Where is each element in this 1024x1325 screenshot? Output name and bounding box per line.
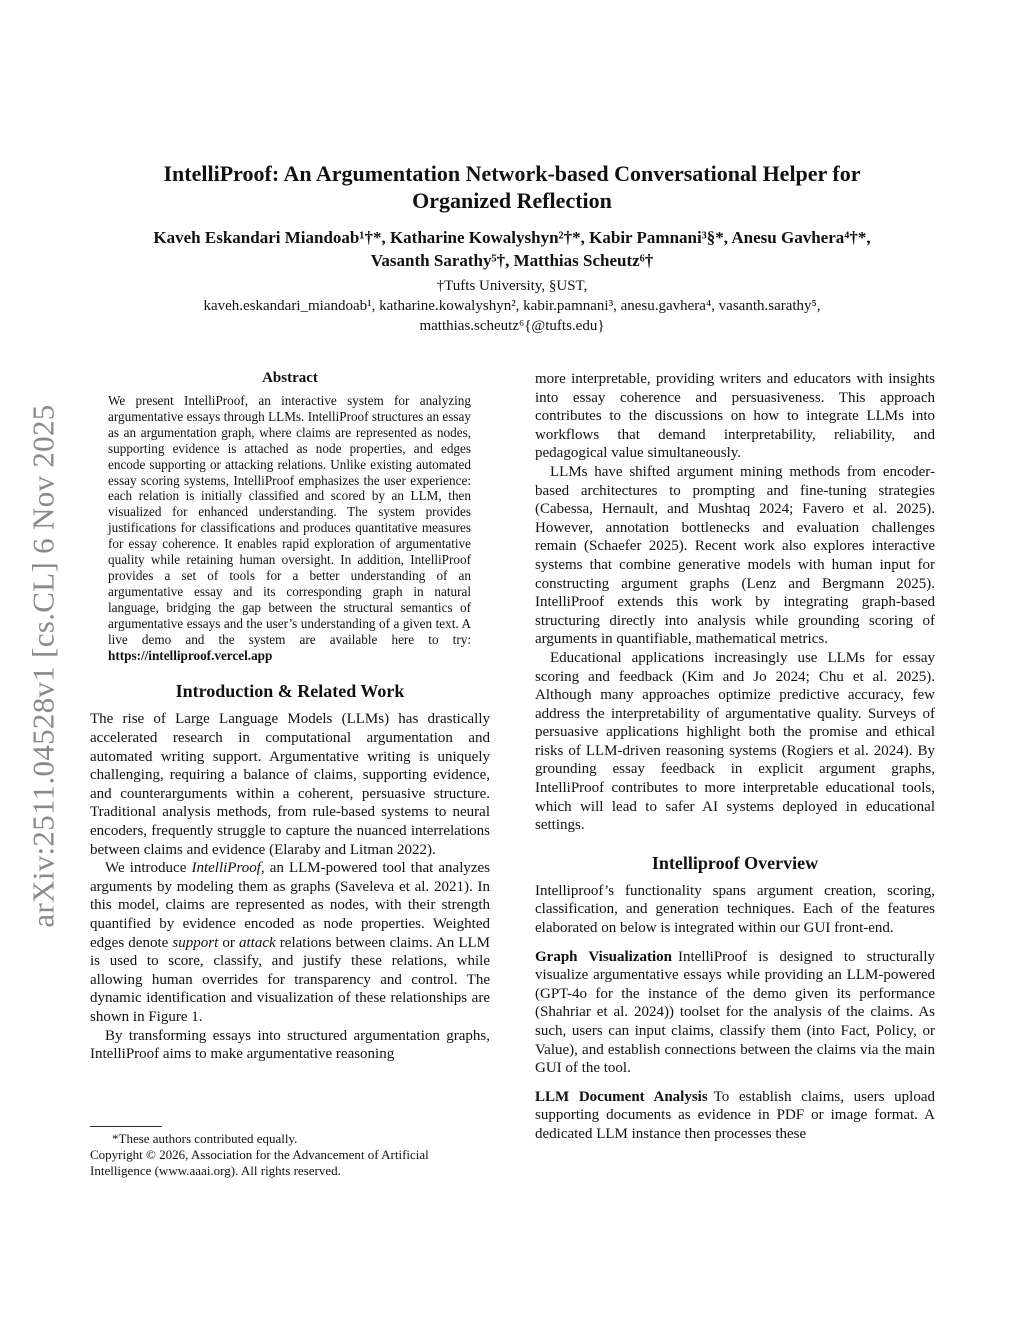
llm-analysis-paragraph [535, 1088, 935, 1144]
left-column [90, 370, 490, 1064]
graph-visualization-text: IntelliProof is designed to structurally visualize argumentative essays while providing an LLM-powered (GPT-4o for the instance of the demo given its performance (Shahriar et al. 2024)) toolset for the analysis of the claims. As such, users can input claims, classify them (into Fact, Policy, or Value), and establish connections between the claims via the main GUI of the tool. [535, 948, 935, 1077]
authors-line-2: Vasanth Sarathy⁵†, Matthias Scheutz⁶† [370, 251, 654, 270]
paper-title [96, 160, 928, 214]
graph-visualization-heading: Graph Visualization [535, 948, 672, 965]
author-list [96, 226, 928, 272]
title-line-2: Organized Reflection [412, 188, 612, 213]
overview-paragraph: Intelliproof’s functionality spans argument creation, scoring, classification, and generation techniques. Each of the features elaborated on below is integrated within our GUI front-end. [535, 882, 935, 937]
equal-contribution-note: *These authors contributed equally. [112, 1131, 298, 1146]
authors-line-1: Kaveh Eskandari Miandoab¹†*, Katharine Kowalyshyn²†*, Kabir Pamnani³§*, Anesu Gavhera⁴†*, [153, 228, 871, 247]
right-paragraph-3: Educational applications increasingly use LLMs for essay scoring and feedback (Kim and Jo 2024; Chu et al. 2025). Although many approaches optimize predictive accuracy, few address the interpretability of argumentative quality. Surveys of persuasive applications highlight both the promise and ethical risks of LLM-driven reasoning systems (Rogiers et al. 2024). By grounding essay feedback in explicit argument graphs, IntelliProof contributes to more interpretable educational tools, which will lead to safer AI systems deployed in educational settings. [535, 649, 935, 834]
llm-analysis-text: To establish claims, users upload supporting documents as evidence in PDF or image format. A dedicated LLM instance then processes these [535, 1088, 935, 1142]
overview-heading: Intelliproof Overview [651, 852, 819, 873]
intro-heading: Introduction & Related Work [175, 681, 405, 702]
copyright-note: Copyright © 2026, Association for the Advancement of Artificial Intelligence (www.aaai.org). All rights reserved. [90, 1147, 429, 1178]
intro-paragraph-2 [90, 859, 490, 1026]
paper-header [96, 160, 928, 336]
arxiv-side-stamp [28, 378, 60, 954]
intelliproof-emphasis: IntelliProof [191, 860, 261, 877]
intro-paragraph-3: By transforming essays into structured argumentation graphs, IntelliProof aims to make argumentative reasoning [90, 1027, 490, 1063]
right-paragraph-1: more interpretable, providing writers and educators with insights into essay coherence and persuasiveness. This approach contributes to the discussions on how to integrate LLMs into workflows that demand interpretability, reliability, and pedagogical value simultaneously. [535, 371, 935, 462]
footnote-rule [90, 1126, 162, 1127]
intro-p2-text-d: relations between claims. An LLM is used to score, classify, and justify these relations, while allowing human overrides for transparency and control. The dynamic identification and visualization of these relationships are shown in Figure 1. [90, 934, 491, 1025]
arxiv-identifier: arXiv:2511.04528v1 [cs.CL] 6 Nov 2025 [26, 404, 61, 928]
intro-p2-text-a: We introduce [105, 860, 192, 877]
affiliations: †Tufts University, §UST, [436, 278, 588, 294]
footnotes [90, 1126, 490, 1179]
right-column [535, 370, 935, 1144]
title-line-1: IntelliProof: An Argumentation Network-based Conversational Helper for [163, 161, 861, 186]
abstract-text: We present IntelliProof, an interactive system for analyzing argumentative essays through LLMs. IntelliProof structures an essay as an argumentation graph, where claims are represented as nodes, supporting evidence is attached as node properties, and edges encode supporting or attacking relations. Unlike existing automated essay scoring systems, IntelliProof emphasizes the user experience: each relation is initially classified and scored by an LLM, then visualized for enhanced understanding. The system provides justifications for classifications and produces quantitative measures for essay coherence. It enables rapid exploration of argumentative quality while retaining human oversight. In addition, IntelliProof provides a set of tools for a better understanding of an argumentative essay and its corresponding graph in natural language, bridging the gap between the structural semantics of argumentative essays and the user’s understanding of a given text. A live demo and the system are available here to try: [108, 393, 471, 647]
intro-paragraph-1: The rise of Large Language Models (LLMs) has drastically accelerated research in computational argumentation and automated writing support. Argumentative writing is uniquely challenging, requiring a balance of claims, supporting evidence, and counterarguments within a coherent, persuasive structure. Traditional analysis methods, from rule-based systems to neural encoders, frequently struggle to capture the nuanced interrelations between claims and evidence (Elaraby and Litman 2022). [90, 711, 490, 858]
llm-analysis-heading: LLM Document Analysis [535, 1088, 708, 1105]
abstract-body [108, 393, 471, 663]
abstract-heading: Abstract [262, 370, 318, 386]
graph-visualization-paragraph [535, 948, 935, 1078]
demo-link[interactable]: https://intelliproof.vercel.app [108, 647, 273, 663]
email-line-1: kaveh.eskandari_miandoab¹, katharine.kowalyshyn², kabir.pamnani³, anesu.gavhera⁴, vasanth.sarathy⁵, [203, 298, 821, 314]
right-paragraph-2: LLMs have shifted argument mining methods from encoder-based architectures to prompting and fine-tuning strategies (Cabessa, Hernault, and Mushtaq 2024; Favero et al. 2025). However, annotation bottlenecks and evaluation challenges remain (Schaefer 2025). Recent work also explores interactive systems that combine generative models with human input for constructing argument graphs (Lenz and Bergmann 2025). IntelliProof extends this work by integrating graph-based structuring directly into analysis while grounding scoring of arguments in quantifiable, mathematical metrics. [535, 463, 935, 648]
intro-p2-text-c: or [218, 934, 240, 951]
intro-p2-text-b: , an LLM-powered tool that analyzes arguments by modeling them as graphs (Saveleva et al. 2021). In this model, claims are represented as nodes, with their strength quantified by evidence encoded as node properties. Weighted edges denote [90, 860, 491, 951]
email-line-2: matthias.scheutz⁶{@tufts.edu} [419, 318, 605, 334]
support-emphasis: support [172, 934, 219, 951]
attack-emphasis: attack [239, 934, 276, 951]
